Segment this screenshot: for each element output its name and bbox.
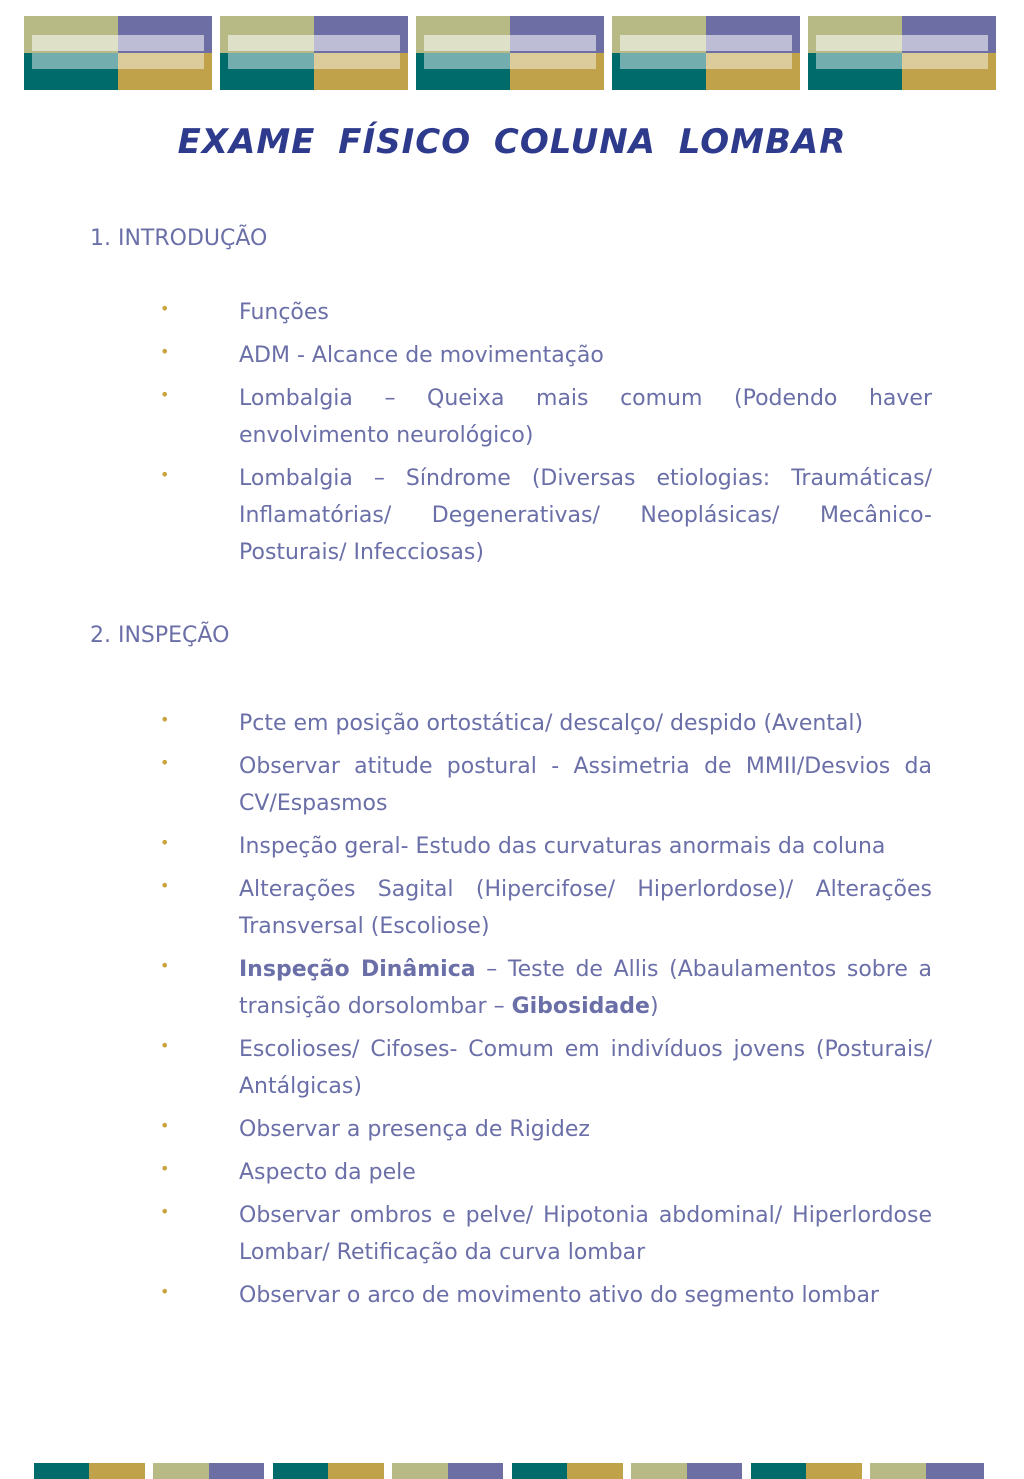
bullet-icon: •: [160, 1159, 170, 1178]
bold-term-inspecao-dinamica: Inspeção Dinâmica: [239, 957, 476, 982]
banner-tile: [612, 16, 800, 90]
list-item: [0, 380, 1024, 454]
header-banner: [24, 16, 1000, 90]
list-item: [0, 294, 1024, 331]
bullet-icon: •: [160, 956, 170, 975]
bullet-icon: •: [160, 299, 170, 318]
list-item-text: Inspeção geral- Estudo das curvaturas anormais da coluna: [239, 834, 886, 859]
list-item-text: [239, 951, 932, 1025]
bullet-icon: •: [160, 876, 170, 895]
list-item: [0, 705, 1024, 742]
list-item: [0, 460, 1024, 571]
bullet-icon: •: [160, 753, 170, 772]
section-heading-introducao: 1. INTRODUÇÃO: [90, 226, 268, 251]
bullet-icon: •: [160, 1202, 170, 1221]
list-item-text: Funções: [239, 300, 329, 325]
list-item-text: Lombalgia – Queixa mais comum (Podendo haver envolvimento neurológico): [239, 386, 932, 448]
list-item-text: Observar o arco de movimento ativo do segmento lombar: [239, 1283, 879, 1308]
list-item: [0, 871, 1024, 945]
list-item: [0, 748, 1024, 822]
banner-tile: [220, 16, 408, 90]
bullet-icon: •: [160, 1036, 170, 1055]
list-item-text: Escolioses/ Cifoses- Comum em indivíduos jovens (Posturais/ Antálgicas): [239, 1037, 932, 1099]
page-title: EXAME FÍSICO COLUNA LOMBAR: [177, 122, 847, 162]
list-inspecao: [0, 705, 1024, 1314]
list-item: [0, 337, 1024, 374]
bullet-icon: •: [160, 1116, 170, 1135]
list-item: [0, 951, 1024, 1025]
list-item: [0, 1277, 1024, 1314]
bullet-icon: •: [160, 465, 170, 484]
list-item-text-mid: – Teste de Allis (Abaulamentos sobre a transição dorsolombar –: [239, 957, 932, 1019]
bullet-icon: •: [160, 833, 170, 852]
list-introducao: [0, 294, 1024, 571]
bullet-icon: •: [160, 342, 170, 361]
list-item-text: Alterações Sagital (Hipercifose/ Hiperlordose)/ Alterações Transversal (Escoliose): [239, 877, 932, 939]
bullet-icon: •: [160, 710, 170, 729]
banner-tile: [808, 16, 996, 90]
list-item: [0, 828, 1024, 865]
section-heading-inspecao: 2. INSPEÇÃO: [90, 623, 230, 648]
list-item: [0, 1154, 1024, 1191]
list-item-text: Observar a presença de Rigidez: [239, 1117, 590, 1142]
footer-strip: [34, 1463, 984, 1479]
bold-term-gibosidade: Gibosidade: [511, 994, 650, 1019]
list-item-text: Lombalgia – Síndrome (Diversas etiologias: Traumáticas/ Inflamatórias/ Degenerativas/ Neoplásicas/ Mecânico-Posturais/ Infecciosas): [239, 466, 932, 565]
list-item-text-end: ): [649, 994, 659, 1019]
bullet-icon: •: [160, 1282, 170, 1301]
bullet-icon: •: [160, 385, 170, 404]
list-item-text: Observar atitude postural - Assimetria de MMII/Desvios da CV/Espasmos: [239, 754, 932, 816]
list-item-text: Pcte em posição ortostática/ descalço/ despido (Avental): [239, 711, 864, 736]
list-item-text: Observar ombros e pelve/ Hipotonia abdominal/ Hiperlordose Lombar/ Retificação da curva lombar: [239, 1203, 932, 1265]
list-item-text: Aspecto da pele: [239, 1160, 416, 1185]
list-item: [0, 1197, 1024, 1271]
list-item: [0, 1111, 1024, 1148]
banner-tile: [24, 16, 212, 90]
list-item-text: ADM - Alcance de movimentação: [239, 343, 604, 368]
banner-tile: [416, 16, 604, 90]
list-item: [0, 1031, 1024, 1105]
